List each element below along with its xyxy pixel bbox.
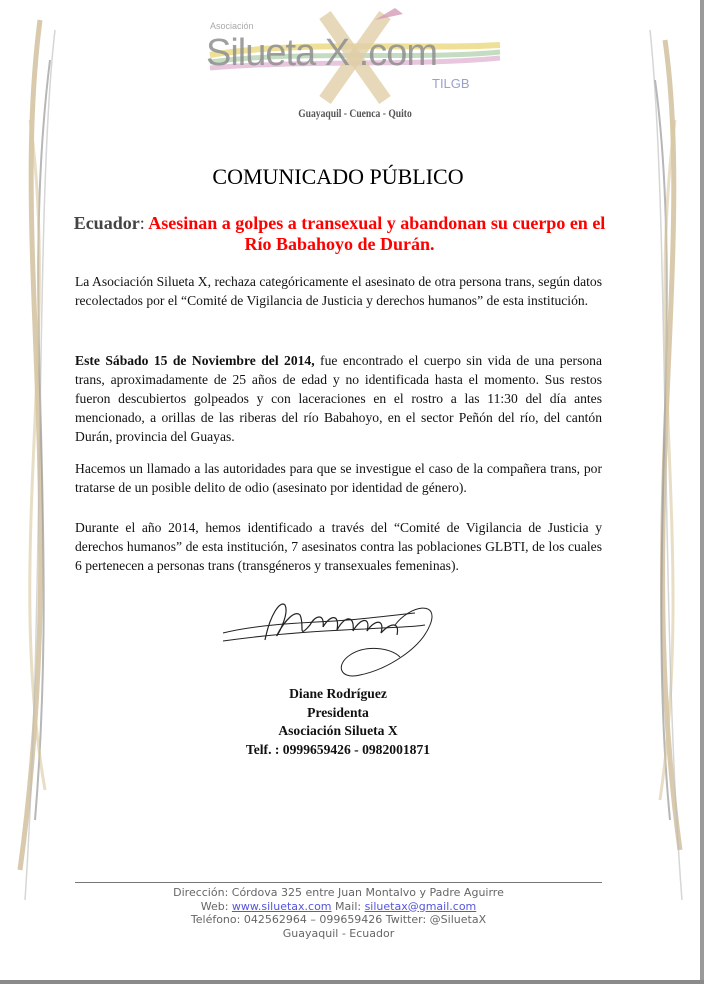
headline-text: Asesinan a golpes a transexual y abandonan su cuerpo en el Río Babahoyo de Durán. [148,213,606,254]
mail-label: Mail: [331,899,365,913]
footer-divider [75,882,602,883]
siluetax-logo [200,0,510,130]
headline-colon: : [139,213,145,233]
page-edge-bottom [0,980,704,984]
mail-link[interactable]: siluetax@gmail.com [364,899,477,913]
headline-country: Ecuador [73,213,140,233]
paragraph-3: Hacemos un llamado a las autoridades para que se investigue el caso de la compañera trans, por tratarse de un posible delito de odio (asesinato por identidad de género). [75,461,602,495]
left-swoosh-decoration [0,0,80,984]
footer [75,886,602,940]
paragraph-1: La Asociación Silueta X, rechaza categóricamente el asesinato de otra persona trans, según datos recolectados por el “Comité de Vigilancia de Justicia y derechos humanos” de esta institución. [75,274,602,308]
signer-organization: Asociación Silueta X [278,723,398,738]
paragraph-4: Durante el año 2014, hemos identificado a través del “Comité de Vigilancia de Justicia y derechos humanos” de esta institución, 7 asesinatos contra las poblaciones GLBTI, de los cuales 6 pertenecen a personas trans (transgéneros y transexuales femeninas). [75,520,602,573]
signature-block [0,685,676,759]
signer-role: Presidenta [307,704,369,720]
signer-name: Diane Rodríguez [289,686,387,701]
footer-address: Dirección: Córdova 325 entre Juan Montalvo y Padre Aguirre [173,886,504,899]
logo-name: Silueta X .com [206,32,437,74]
paragraph-2 [75,351,602,446]
right-swoosh-decoration [620,0,704,984]
paragraph-2-date: Este Sábado 15 de Noviembre del 2014, [75,353,315,368]
page-edge-right [700,0,704,984]
signer-phone: Telf. : 0999659426 - 0982001871 [245,741,431,757]
headline [72,213,607,255]
footer-phone: Teléfono: 042562964 – 099659426 Twitter: @SiluetaX [190,913,487,926]
document-title: COMUNICADO PÚBLICO [212,164,464,189]
paragraph-2-body: fue encontrado el cuerpo sin vida de una persona trans, aproximadamente de 25 años de edad y no identificada hasta el momento. Sus restos fueron descubiertos golpeados y con laceraciones en el rostro a las 11:30 del día antes mencionado, a orillas de las riberas del río Babahoyo, en el sector Peñón del río, del cantón Durán, provincia del Guayas. [75,353,602,444]
logo-tlgb: TILGB [432,76,470,91]
logo-cities: Guayaquil - Cuenca - Quito [298,106,412,120]
web-label: Web: [200,899,232,913]
logo-asociacion: Asociación [210,21,254,31]
footer-web-mail [75,900,602,914]
footer-city: Guayaquil - Ecuador [282,926,395,940]
web-link[interactable]: www.siluetax.com [231,899,332,913]
handwritten-signature [215,585,445,685]
